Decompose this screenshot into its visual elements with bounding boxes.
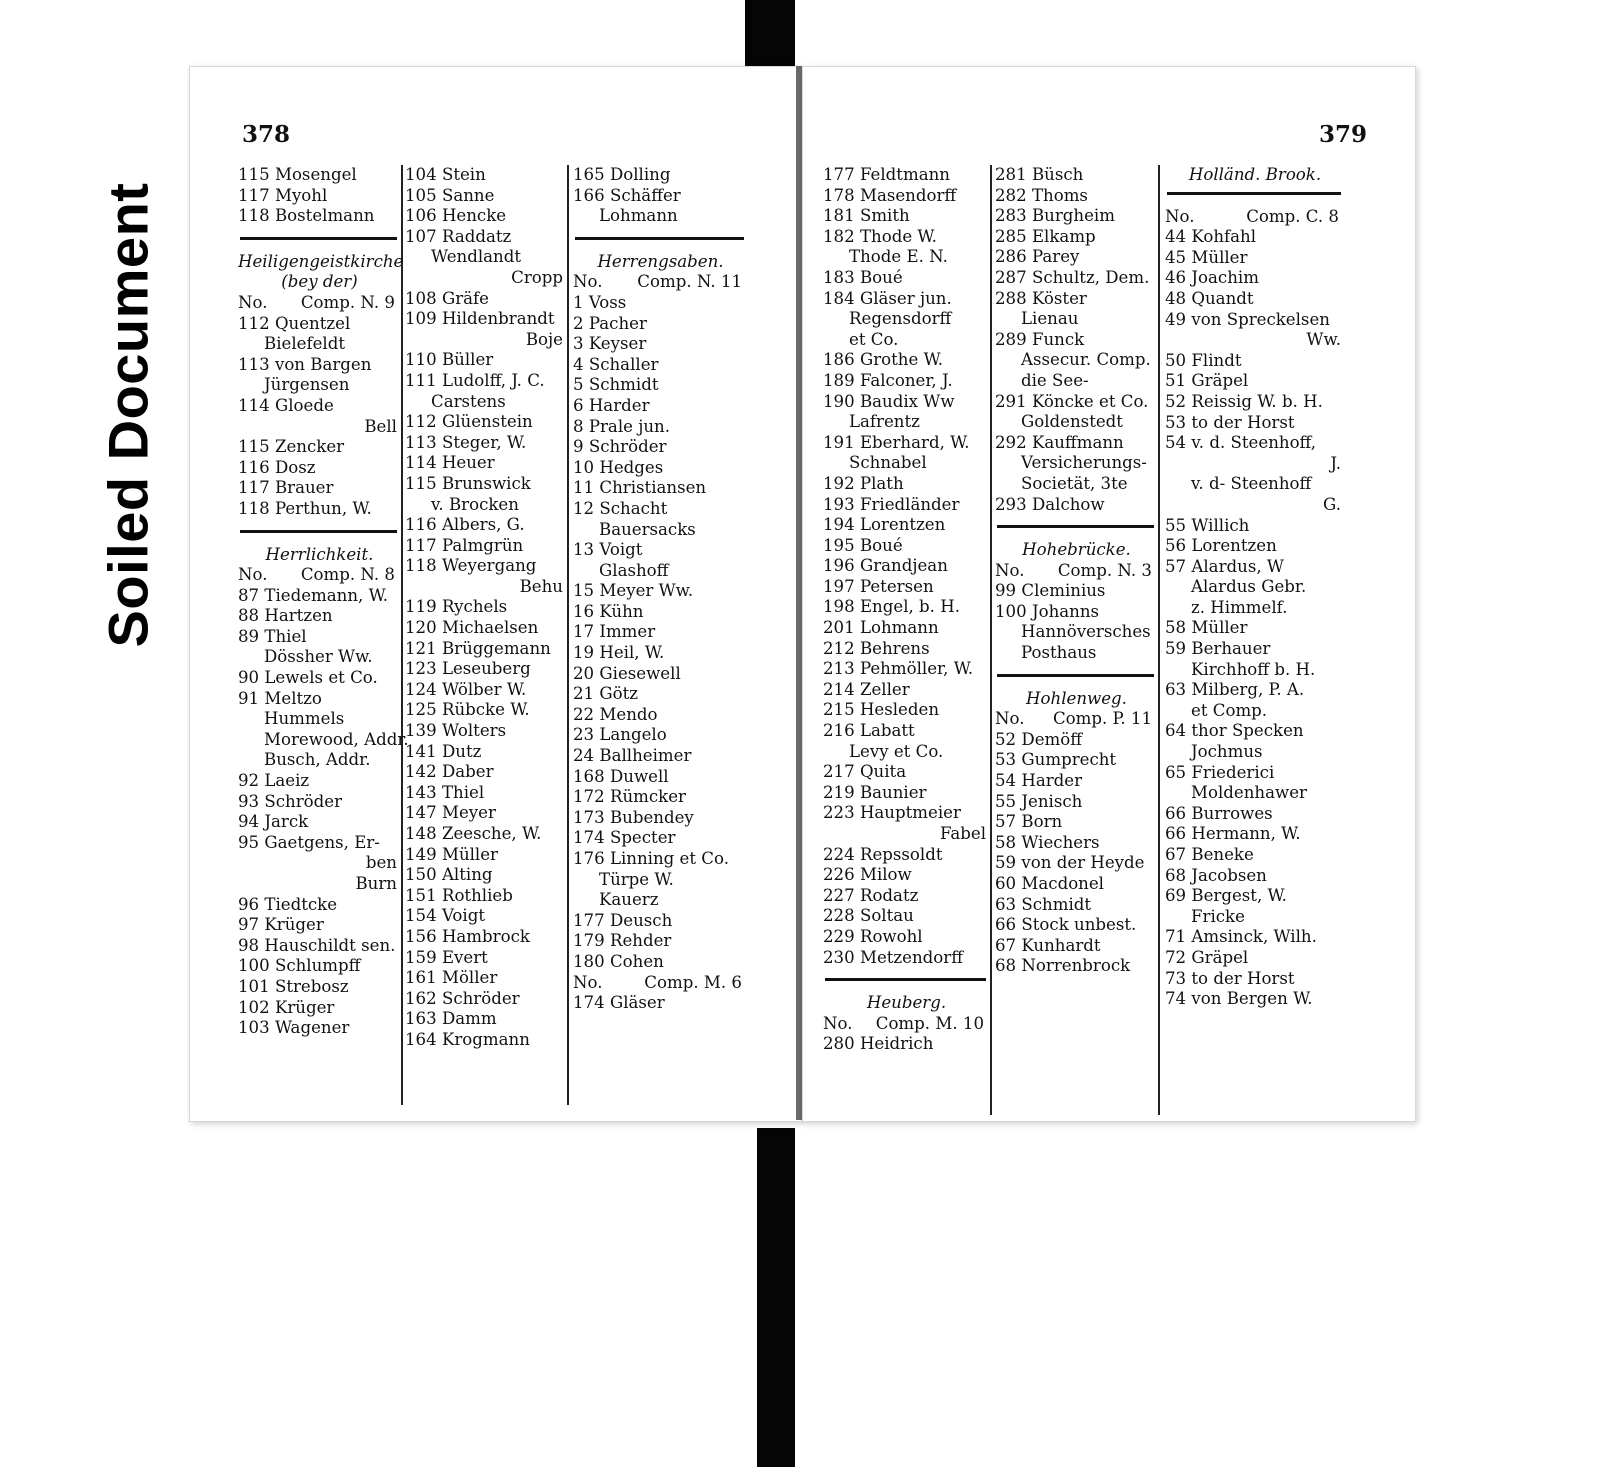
entry-line: Burn [355, 874, 397, 893]
company-line: No. Comp. C. 8 [1165, 206, 1339, 226]
entry-line: 176 Linning et Co. [573, 849, 729, 868]
entry-line: 285 Elkamp [995, 226, 1096, 246]
entry-line: 191 Eberhard, W. [823, 432, 970, 452]
entry-line: Kauerz [599, 890, 659, 910]
section-divider [1167, 192, 1341, 195]
soiled-document-stamp [98, 160, 158, 670]
entry-line: 91 Meltzo [238, 688, 322, 708]
company-line: No. Comp. N. 9 [238, 292, 395, 312]
entry-line: Regensdorff [849, 309, 952, 329]
entry-line: 149 Müller [405, 844, 498, 864]
entry-line: 46 Joachim [1165, 268, 1259, 288]
section-divider [575, 237, 744, 240]
entry-line: 22 Mendo [573, 704, 658, 724]
entry-line: 193 Friedländer [823, 494, 960, 514]
entry-line: 119 Rychels [405, 597, 508, 617]
entry-line: Thode E. N. [849, 247, 948, 267]
entry-line: 12 Schacht [573, 498, 668, 518]
entry-line: 64 thor Specken [1165, 721, 1304, 741]
entry-line: Carstens [431, 391, 506, 411]
company-line: No. Comp. P. 11 [995, 709, 1152, 729]
entry-line: 161 Möller [405, 968, 498, 988]
entry-line: 164 Krogmann [405, 1029, 530, 1049]
entry-line: 8 Prale jun. [573, 416, 671, 436]
page-number-left: 378 [242, 121, 291, 148]
entry-line: die See- [1021, 370, 1089, 390]
entry-line: 159 Evert [405, 947, 488, 967]
entry-line: 121 Brüggemann [405, 638, 551, 658]
entry-line: Assecur. Comp. [1021, 350, 1151, 370]
entry-line: 20 Giesewell [573, 663, 681, 683]
entry-line: 118 Bostelmann [238, 206, 375, 226]
entry-line: 105 Sanne [405, 185, 495, 205]
entry-line: 281 Büsch [995, 165, 1084, 184]
entry-line: 23 Langelo [573, 725, 667, 745]
entry-line: 111 Ludolff, J. C. [405, 370, 545, 390]
heiligengeistkirche-list [238, 314, 401, 520]
entry-line: Posthaus [1021, 643, 1097, 663]
entry-line: 194 Lorentzen [823, 515, 946, 535]
entry-line: 139 Wolters [405, 721, 507, 741]
entry-line: 148 Zeesche, W. [405, 824, 542, 843]
entry-line: 124 Wölber W. [405, 679, 527, 699]
entry-line: 97 Krüger [238, 915, 324, 935]
entry-line: 4 Schaller [573, 354, 659, 374]
right-col1-list [823, 165, 990, 968]
entry-line: 177 Deusch [573, 910, 673, 930]
section-title: Holländ. Brook. [1188, 165, 1322, 184]
entry-line: 96 Tiedtcke [238, 894, 338, 914]
entry-line: 95 Gaetgens, Er- [238, 832, 380, 852]
right-column-3 [1165, 165, 1345, 1010]
entry-line: 116 Dosz [238, 457, 316, 477]
entry-line: 55 Jenisch [995, 791, 1083, 811]
entry-line: 115 Brunswick [405, 473, 531, 493]
entry-line: 112 Glüenstein [405, 412, 533, 432]
entry-line: 13 Voigt [573, 540, 643, 560]
entry-line: 17 Immer [573, 622, 656, 642]
entry-line: 183 Boué [823, 267, 903, 287]
entry-line: Bielefeldt [264, 334, 346, 354]
entry-line: Türpe W. [599, 869, 674, 889]
entry-line: 92 Laeiz [238, 771, 310, 791]
section-divider [997, 525, 1154, 528]
left-column-1 [238, 165, 409, 1105]
entry-line: 100 Schlumpff [238, 956, 361, 976]
entry-line: 106 Hencke [405, 206, 507, 226]
entry-line: 65 Friederici [1165, 762, 1275, 782]
entry-line: 68 Norrenbrock [995, 956, 1131, 976]
entry-line: Boje [525, 329, 563, 349]
section-title: Heuberg. [866, 993, 947, 1013]
entry-line: 89 Thiel [238, 626, 307, 646]
left-col2-list [405, 165, 567, 1051]
entry-line: Jürgensen [264, 375, 350, 395]
entry-line: ben [365, 853, 397, 873]
entry-line: 98 Hauschildt sen. [238, 935, 396, 955]
right-col2-list [995, 165, 1158, 515]
entry-line: 120 Michaelsen [405, 618, 539, 638]
entry-line: Levy et Co. [849, 741, 944, 761]
herrengsaben-list-2 [573, 993, 748, 1014]
entry-line: 58 Wiechers [995, 832, 1100, 852]
entry-line: 100 Johanns [995, 601, 1100, 621]
entry-line: 69 Bergest, W. [1165, 886, 1287, 906]
entry-line: et Co. [849, 329, 899, 349]
entry-line: 94 Jarck [238, 812, 309, 832]
entry-line: 71 Amsinck, Wilh. [1165, 927, 1317, 947]
entry-line: z. Himmelf. [1191, 597, 1288, 617]
entry-line: 11 Christiansen [573, 478, 707, 498]
entry-line: Fricke [1191, 906, 1245, 926]
page-number-right: 379 [1318, 121, 1367, 148]
entry-line: 44 Kohfahl [1165, 227, 1257, 247]
entry-line: 143 Thiel [405, 782, 485, 802]
section-divider [997, 674, 1154, 677]
entry-line: 103 Wagener [238, 1018, 350, 1038]
section-title: Herrlichkeit. [265, 544, 374, 564]
entry-line: Goldenstedt [1021, 412, 1123, 432]
entry-line: Wendlandt [431, 247, 522, 267]
company-line: No. Comp. N. 3 [995, 560, 1152, 580]
entry-line: 181 Smith [823, 206, 910, 226]
entry-line: Glashoff [599, 560, 669, 580]
entry-line: Behu [519, 576, 563, 596]
hollaendisch-brook-list [1165, 227, 1345, 1010]
entry-line: 223 Hauptmeier [823, 803, 961, 823]
entry-line: v. d- Steenhoff [1191, 474, 1312, 494]
entry-line: 112 Quentzel [238, 313, 351, 333]
entry-line: 189 Falconer, J. [823, 370, 953, 390]
entry-line: 228 Soltau [823, 906, 914, 926]
entry-line: 198 Engel, b. H. [823, 597, 960, 617]
entry-line: Moldenhawer [1191, 783, 1307, 803]
entry-line: 117 Palmgrün [405, 535, 524, 555]
entry-line: 165 Dolling [573, 165, 671, 184]
entry-line: 219 Baunier [823, 782, 927, 802]
left-col3-top-list [573, 165, 748, 227]
entry-line: 229 Rowohl [823, 926, 923, 946]
entry-line: 10 Hedges [573, 457, 664, 477]
right-page [802, 66, 1416, 1122]
entry-line: 66 Burrowes [1165, 803, 1273, 823]
entry-line: 118 Weyergang [405, 556, 537, 576]
entry-line: Bauersacks [599, 519, 696, 539]
right-column-2 [995, 165, 1160, 1115]
entry-line: 114 Heuer [405, 453, 495, 473]
entry-line: Lohmann [599, 206, 678, 226]
entry-line: 102 Krüger [238, 997, 335, 1017]
entry-line: Hannöversches [1021, 622, 1151, 642]
binding-strip-bottom [757, 1128, 795, 1467]
entry-line: 104 Stein [405, 165, 486, 184]
entry-line: 180 Cohen [573, 951, 664, 971]
entry-line: et Comp. [1191, 700, 1268, 720]
entry-line: 213 Pehmöller, W. [823, 659, 974, 679]
entry-line: 215 Hesleden [823, 700, 940, 720]
entry-line: Morewood, Addr. [264, 729, 409, 749]
entry-line: 68 Jacobsen [1165, 865, 1267, 885]
hohlenweg-list [995, 730, 1158, 977]
entry-line: 184 Gläser jun. [823, 288, 952, 308]
section-divider [240, 237, 397, 240]
entry-line: 3 Keyser [573, 334, 647, 354]
section-title: Heiligengeistkirche [238, 251, 404, 271]
entry-line: 59 Berhauer [1165, 639, 1271, 659]
entry-line: 45 Müller [1165, 247, 1248, 267]
entry-line: 217 Quita [823, 762, 907, 782]
entry-line: 51 Gräpel [1165, 371, 1249, 391]
entry-line: 286 Parey [995, 247, 1080, 267]
entry-line: 54 v. d. Steenhoff, [1165, 433, 1317, 453]
entry-line: Fabel [939, 824, 986, 843]
entry-line: 54 Harder [995, 771, 1083, 791]
section-title: Herrengsaben. [597, 251, 724, 271]
entry-line: Lienau [1021, 309, 1079, 329]
entry-line: 57 Alardus, W [1165, 556, 1284, 576]
entry-line: 9 Schröder [573, 437, 667, 457]
entry-line: Jochmus [1191, 742, 1263, 762]
entry-line: 53 to der Horst [1165, 412, 1295, 432]
herrengsaben-list [573, 293, 748, 973]
entry-line: Schnabel [849, 453, 927, 473]
entry-line: 282 Thoms [995, 185, 1088, 205]
entry-line: 288 Köster [995, 288, 1087, 308]
entry-line: 154 Voigt [405, 906, 485, 926]
entry-line: 19 Heil, W. [573, 643, 665, 663]
entry-line: 192 Plath [823, 473, 904, 493]
entry-line: 116 Albers, G. [405, 515, 525, 535]
entry-line: 21 Götz [573, 684, 639, 704]
entry-line: 55 Willich [1165, 515, 1250, 535]
entry-line: 87 Tiedemann, W. [238, 585, 389, 605]
entry-line: 162 Schröder [405, 988, 520, 1008]
entry-line: 289 Funck [995, 329, 1085, 349]
entry-line: 115 Mosengel [238, 165, 357, 184]
entry-line: 67 Beneke [1165, 845, 1254, 864]
left-page [189, 66, 802, 1122]
left-col1-top-list [238, 165, 401, 227]
entry-line: 110 Büller [405, 350, 494, 370]
entry-line: 177 Feldtmann [823, 165, 950, 184]
entry-line: G. [1323, 494, 1341, 514]
entry-line: 141 Dutz [405, 741, 482, 761]
company-line: No. Comp. M. 10 [823, 1013, 984, 1033]
right-column-1 [823, 165, 992, 1115]
entry-line: 230 Metzendorff [823, 947, 964, 967]
section-title: Hohlenweg. [1026, 688, 1127, 708]
entry-line: 172 Rümcker [573, 787, 686, 807]
entry-line: Kirchhoff b. H. [1191, 659, 1316, 679]
entry-line: Dössher Ww. [264, 647, 373, 667]
entry-line: 182 Thode W. [823, 226, 937, 246]
entry-line: 196 Grandjean [823, 556, 948, 576]
entry-line: 212 Behrens [823, 638, 930, 658]
company-line: No. Comp. N. 11 [573, 272, 742, 292]
entry-line: 50 Flindt [1165, 350, 1242, 370]
entry-line: 66 Stock unbest. [995, 915, 1137, 935]
entry-line: 224 Repssoldt [823, 844, 943, 864]
entry-line: 174 Specter [573, 828, 676, 848]
entry-line: 214 Zeller [823, 679, 910, 699]
entry-line: Lafrentz [849, 412, 920, 432]
entry-line: 115 Zencker [238, 437, 345, 457]
entry-line: 293 Dalchow [995, 494, 1105, 514]
entry-line: 292 Kauffmann [995, 432, 1124, 452]
entry-line: 113 Steger, W. [405, 432, 527, 452]
entry-line: 72 Gräpel [1165, 947, 1249, 967]
entry-line: 66 Hermann, W. [1165, 824, 1301, 844]
entry-line: 5 Schmidt [573, 375, 659, 395]
entry-line: 117 Myohl [238, 185, 328, 205]
entry-line: v. Brocken [431, 494, 519, 514]
company-line: No. Comp. N. 8 [238, 565, 395, 585]
entry-line: 163 Damm [405, 1009, 497, 1029]
entry-line: 150 Alting [405, 865, 493, 885]
section-title: Hohebrücke. [1022, 540, 1131, 560]
entry-line: 283 Burgheim [995, 206, 1115, 226]
entry-line: 226 Milow [823, 865, 912, 885]
entry-line: 90 Lewels et Co. [238, 668, 378, 688]
entry-line: 287 Schultz, Dem. [995, 267, 1150, 287]
entry-line: 88 Hartzen [238, 606, 333, 626]
entry-line: 123 Leseuberg [405, 659, 531, 679]
entry-line: 201 Lohmann [823, 618, 939, 638]
company-line: No. Comp. M. 6 [573, 972, 742, 992]
entry-line: 49 von Spreckelsen [1165, 309, 1330, 329]
entry-line: 125 Rübcke W. [405, 700, 530, 720]
section-subtitle: (bey der) [281, 272, 358, 292]
entry-line: 93 Schröder [238, 791, 343, 811]
entry-line: 114 Gloede [238, 395, 334, 415]
entry-line: 101 Strebosz [238, 976, 349, 996]
entry-line: 166 Schäffer [573, 185, 681, 205]
entry-line: 57 Born [995, 812, 1063, 832]
left-column-2 [405, 165, 569, 1105]
entry-line: 60 Macdonel [995, 874, 1104, 893]
entry-line: 216 Labatt [823, 721, 915, 741]
entry-line: 178 Masendorff [823, 185, 957, 205]
entry-line: Busch, Addr. [264, 750, 371, 770]
entry-line: Versicherungs- [1021, 453, 1147, 473]
entry-line: 63 Milberg, P. A. [1165, 680, 1305, 700]
herrlichkeit-list [238, 585, 409, 1039]
entry-line: Alardus Gebr. [1191, 577, 1307, 597]
entry-line: 118 Perthun, W. [238, 498, 372, 518]
entry-line: 48 Quandt [1165, 288, 1254, 308]
entry-line: 291 Köncke et Co. [995, 391, 1149, 411]
hohebruecke-list [995, 581, 1158, 663]
entry-line: 179 Rehder [573, 931, 672, 951]
entry-line: 107 Raddatz [405, 226, 512, 246]
entry-line: 156 Hambrock [405, 926, 530, 946]
entry-line: Cropp [511, 267, 563, 287]
entry-line: 227 Rodatz [823, 885, 919, 905]
entry-line: 186 Grothe W. [823, 350, 944, 370]
entry-line: 16 Kühn [573, 601, 644, 621]
entry-line: 151 Rothlieb [405, 885, 513, 905]
entry-line: 56 Lorentzen [1165, 536, 1277, 556]
entry-line: Ww. [1306, 330, 1341, 350]
heuberg-list [823, 1034, 990, 1055]
entry-line: 99 Cleminius [995, 581, 1106, 601]
entry-line: 113 von Bargen [238, 354, 372, 374]
entry-line: J. [1330, 453, 1341, 473]
entry-line: 147 Meyer [405, 803, 496, 823]
entry-line: 109 Hildenbrandt [405, 309, 555, 329]
entry-line: 67 Kunhardt [995, 935, 1101, 955]
stamp-label: Soiled Document [96, 182, 160, 648]
section-divider [825, 978, 986, 981]
entry-line: 195 Boué [823, 535, 903, 555]
entry-line: 142 Daber [405, 762, 494, 782]
entry-line: 63 Schmidt [995, 894, 1092, 914]
entry-line: 173 Bubendey [573, 807, 694, 827]
entry-line: 280 Heidrich [823, 1034, 934, 1054]
entry-line: 52 Demöff [995, 729, 1083, 749]
left-column-3 [573, 165, 748, 1014]
entry-line: 2 Pacher [573, 313, 647, 333]
entry-line: 1 Voss [573, 292, 627, 312]
entry-line: 73 to der Horst [1165, 968, 1295, 988]
entry-line: 53 Gumprecht [995, 750, 1117, 770]
entry-line: Bell [364, 416, 397, 436]
entry-line: 190 Baudix Ww [823, 391, 955, 411]
entry-line: 58 Müller [1165, 618, 1248, 638]
entry-line: Societät, 3te [1021, 473, 1128, 493]
entry-line: 52 Reissig W. b. H. [1165, 391, 1323, 411]
entry-line: 174 Gläser [573, 993, 665, 1013]
entry-line: 59 von der Heyde [995, 853, 1145, 873]
entry-line: 15 Meyer Ww. [573, 581, 694, 601]
entry-line: 117 Brauer [238, 478, 334, 498]
entry-line: 74 von Bergen W. [1165, 989, 1313, 1009]
entry-line: 24 Ballheimer [573, 746, 692, 766]
entry-line: 197 Petersen [823, 576, 934, 596]
entry-line: 168 Duwell [573, 766, 669, 786]
entry-line: Hummels [264, 709, 345, 729]
entry-line: 6 Harder [573, 395, 650, 415]
entry-line: 108 Gräfe [405, 288, 489, 308]
section-divider [240, 530, 397, 533]
